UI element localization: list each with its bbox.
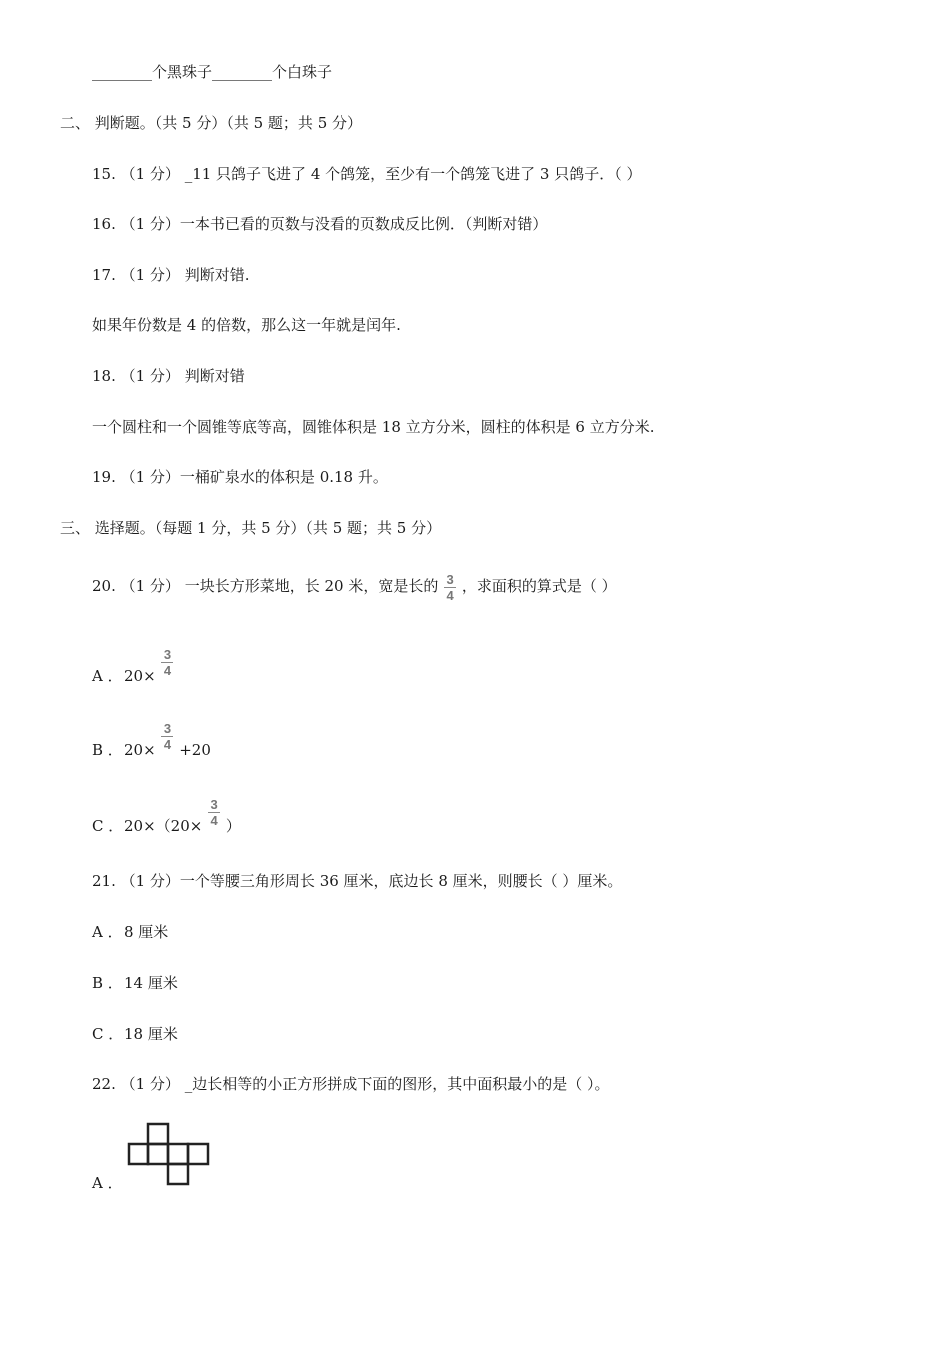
q20-option-a[interactable] [92,648,174,694]
q22-option-a[interactable] [92,1173,123,1193]
white-beads-label: 个白珠子 [272,63,333,81]
blank-white-beads[interactable]: ________ [212,63,273,81]
option-label: A ． [92,923,123,941]
square [148,1124,168,1144]
q21-option-b[interactable] [92,973,178,993]
question-15: 15. （1 分） _11 只鸽子飞进了 4 个鸽笼，至少有一个鸽笼飞进了 3 只鸽子．（ ） [92,165,642,183]
option-label: B ． [92,741,123,759]
question-22: 22. （1 分） _边长相等的小正方形拼成下面的图形，其中面积最小的是（ ）。 [92,1075,610,1093]
option-label: C ． [92,817,124,835]
q20-option-c[interactable] [92,798,241,844]
section-3-title: 三、 选择题。（每题 1 分，共 5 分）（共 5 题；共 5 分） [60,519,442,537]
option-expression: 20×（20× [124,817,203,835]
black-beads-label: 个黑珠子 [152,63,213,81]
beads-answer-line [92,62,332,82]
fraction-three-quarters: $\frac{3}{4}$ [443,573,457,602]
option-expression-tail: ） [221,817,241,835]
option-value: 14 厘米 [124,974,178,992]
square [188,1144,208,1164]
option-expression: 20× [124,667,156,685]
question-17-statement: 如果年份数是 4 的倍数，那么这一年就是闰年. [92,316,401,334]
square [168,1164,188,1184]
question-16: 16. （1 分）一本书已看的页数与没看的页数成反比例．（判断对错） [92,215,548,233]
option-expression: 20× [124,741,156,759]
option-label: A ． [92,1174,123,1192]
option-expression-tail: +20 [174,741,211,759]
fraction-three-quarters: $\frac{3}{4}$ [207,798,221,827]
question-20-prefix: 20. （1 分） 一块长方形菜地，长 20 米，宽是长的 [92,577,439,595]
question-18: 18. （1 分） 判断对错 [92,367,245,385]
fraction-three-quarters: $\frac{3}{4}$ [160,722,174,751]
option-label: C ． [92,1025,124,1043]
option-label: A ． [92,667,123,685]
q20-option-b[interactable] [92,722,211,768]
square [148,1144,168,1164]
question-21: 21. （1 分）一个等腰三角形周长 36 厘米，底边长 8 厘米，则腰长（ ）厘米。 [92,872,623,890]
q21-option-c[interactable] [92,1024,178,1044]
square [168,1144,188,1164]
question-20-suffix: ，求面积的算式是（ ） [461,577,617,595]
q21-option-a[interactable] [92,922,168,942]
question-17: 17. （1 分） 判断对错. [92,266,250,284]
fraction-three-quarters: $\frac{3}{4}$ [160,648,174,677]
question-18-statement: 一个圆柱和一个圆锥等底等高，圆锥体积是 18 立方分米，圆柱的体积是 6 立方分米. [92,418,655,436]
q22-option-a-shape [127,1122,211,1186]
section-2-title: 二、 判断题。（共 5 分）（共 5 题；共 5 分） [60,114,363,132]
blank-black-beads[interactable]: ________ [92,63,152,81]
option-label: B ． [92,974,123,992]
question-20 [92,568,617,604]
square [129,1144,148,1164]
question-19: 19. （1 分）一桶矿泉水的体积是 0.18 升。 [92,468,388,486]
option-value: 8 厘米 [124,923,169,941]
option-value: 18 厘米 [124,1025,178,1043]
